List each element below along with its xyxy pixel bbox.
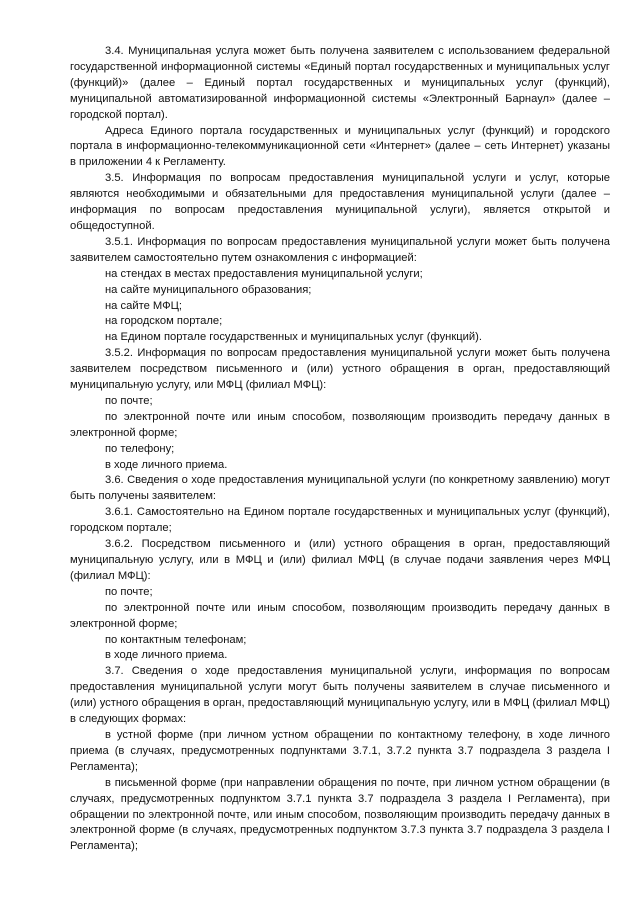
- list-item-mfc-site: на сайте МФЦ;: [105, 299, 182, 312]
- paragraph-3-5-2: 3.5.2. Информация по вопросам предоставления муниципальной услуги может быть получена заявителем посредством письменного и (или) устного обращения в орган, предоставляющий муниципальную услугу, или МФЦ (филиал МФЦ):: [70, 347, 610, 392]
- paragraph-3-4: 3.4. Муниципальная услуга может быть получена заявителем с использованием федеральной государственной информационной системы «Единый портал государственных и муниципальных услуг (функций)» (далее – Единый портал государственных и муниципальных услуг (функций), муниципальной автоматизированной информационной системы «Электронный Барнаул» (далее – городской портал).: [70, 45, 610, 121]
- list-item-personal-reception-2: в ходе личного приема.: [105, 649, 228, 662]
- list-item-email-2: по электронной почте или иным способом, позволяющим производить передачу данных в электронной форме;: [70, 601, 610, 630]
- paragraph-3-5: 3.5. Информация по вопросам предоставления муниципальной услуги и услуг, которые являются необходимыми и обязательными для предоставления муниципальной услуги (далее – информация по вопросам предоставления муниципальной услуги), является открытой и общедоступной.: [70, 172, 610, 232]
- list-item-oral-form: в устной форме (при личном устном обращении по контактному телефону, в ходе личного приема (в случаях, предусмотренных подпунктами 3.7.1, 3.7.2 пункта 3.7 подраздела 3 раздела I Регламента);: [70, 728, 610, 773]
- list-item-municipal-site: на сайте муниципального образования;: [105, 283, 312, 296]
- paragraph-3-6-1: 3.6.1. Самостоятельно на Едином портале государственных и муниципальных услуг (функций), городском портале;: [70, 506, 610, 535]
- list-item-contact-phones: по контактным телефонам;: [105, 633, 247, 646]
- list-item-stands: на стендах в местах предоставления муниципальной услуги;: [105, 267, 423, 280]
- paragraph-portal-addresses: Адреса Единого портала государственных и муниципальных услуг (функций) и городского портала в информационно-телекоммуникационной сети «Интернет» (далее – сеть Интернет) указаны в приложении 4 к Регламенту.: [70, 124, 610, 169]
- paragraph-3-6: 3.6. Сведения о ходе предоставления муниципальной услуги (по конкретному заявлению) могут быть получены заявителем:: [70, 474, 610, 503]
- paragraph-3-6-2: 3.6.2. Посредством письменного и (или) устного обращения в орган, предоставляющий муниципальную услугу, или в МФЦ и (или) филиал МФЦ (в случае подачи заявления через МФЦ (филиал МФЦ):: [70, 538, 610, 582]
- list-item-city-portal: на городском портале;: [105, 315, 223, 328]
- list-item-personal-reception: в ходе личного приема.: [105, 458, 228, 471]
- list-item-written-form: в письменной форме (при направлении обращения по почте, при личном устном обращении (в случаях, предусмотренных подпунктом 3.7.1 пункта 3.7 подраздела 3 раздела I Регламента), при обращении по электронной почте, или иным способом, позволяющим производить передачу данных в электронной форме (в случаях, предусмотренных подпунктом 3.7.3 пункта 3.7 подраздела 3 раздела I Регламента);: [70, 776, 610, 853]
- list-item-mail-2: по почте;: [105, 585, 153, 598]
- paragraph-3-7: 3.7. Сведения о ходе предоставления муниципальной услуги, информация по вопросам предоставления муниципальной услуги могут быть получены заявителем в случае письменного и (или) устного обращения в орган, предоставляющий муниципальную услугу, или в МФЦ (филиал МФЦ) в следующих формах:: [70, 665, 610, 726]
- list-item-email: по электронной почте или иным способом, позволяющим производить передачу данных в электронной форме;: [70, 410, 610, 439]
- paragraph-3-5-1: 3.5.1. Информация по вопросам предоставления муниципальной услуги может быть получена заявителем самостоятельно путем ознакомления с информацией:: [70, 235, 610, 264]
- list-item-unified-portal: на Едином портале государственных и муниципальных услуг (функций).: [105, 331, 482, 344]
- list-item-phone: по телефону;: [105, 442, 175, 455]
- list-item-mail: по почте;: [105, 394, 153, 407]
